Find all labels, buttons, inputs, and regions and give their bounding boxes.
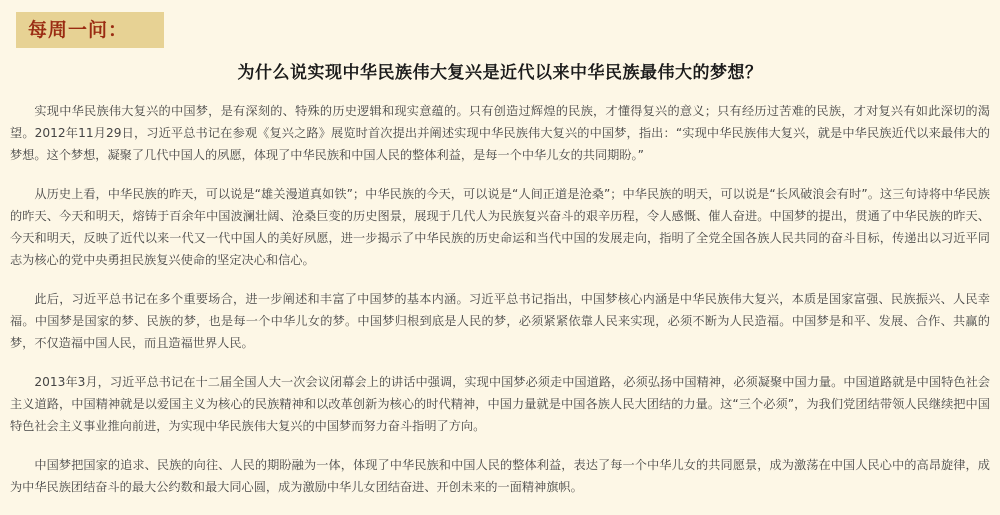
paragraph-1: 实现中华民族伟大复兴的中国梦，是有深刻的、特殊的历史逻辑和现实意蕴的。只有创造过辉煌的民族，才懂得复兴的意义；只有经历过苦难的民族，才对复兴有如此深切的渴望。2012年11月29日，习近平总书记在参观《复兴之路》展览时首次提出并阐述实现中华民族伟大复兴的中国梦，指出：“实现中华民族伟大复兴，就是中华民族近代以来最伟大的梦想。这个梦想，凝聚了几代中国人的夙愿，体现了中华民族和中国人民的整体利益，是每一个中华儿女的共同期盼。” xyxy=(10,104,990,162)
paragraph-2: 从历史上看，中华民族的昨天，可以说是“雄关漫道真如铁”；中华民族的今天，可以说是“人间正道是沧桑”；中华民族的明天，可以说是“长风破浪会有时”。这三句诗将中华民族的昨天、今天和明天，熔铸于百余年中国波澜壮阔、沧桑巨变的历史图景，展现于几代人为民族复兴奋斗的艰辛历程，令人感慨、催人奋进。中国梦的提出，贯通了中华民族的昨天、今天和明天，反映了近代以来一代又一代中国人的美好夙愿，进一步揭示了中华民族的历史命运和当代中国的发展走向，指明了全党全国各族人民共同的奋斗目标，传递出以习近平同志为核心的党中央勇担民族复兴使命的坚定决心和信心。 xyxy=(10,187,990,267)
paragraph-3: 此后，习近平总书记在多个重要场合，进一步阐述和丰富了中国梦的基本内涵。习近平总书记指出，中国梦核心内涵是中华民族伟大复兴，本质是国家富强、民族振兴、人民幸福。中国梦是国家的梦、民族的梦，也是每一个中华儿女的梦。中国梦归根到底是人民的梦，必须紧紧依靠人民来实现，必须不断为人民造福。中国梦是和平、发展、合作、共赢的梦，不仅造福中国人民，而且造福世界人民。 xyxy=(10,292,990,350)
article-title: 为什么说实现中华民族伟大复兴是近代以来中华民族最伟大的梦想？ xyxy=(237,63,763,83)
article-body xyxy=(10,100,990,515)
weekly-question-tag: 每周一问： xyxy=(16,12,164,48)
paragraph-4: 2013年3月，习近平总书记在十二届全国人大一次会议闭幕会上的讲话中强调，实现中国梦必须走中国道路，必须弘扬中国精神，必须凝聚中国力量。中国道路就是中国特色社会主义道路，中国精神就是以爱国主义为核心的民族精神和以改革创新为核心的时代精神，中国力量就是中国各族人民大团结的力量。这“三个必须”，为我们党团结带领人民继续把中国特色社会主义事业推向前进，为实现中华民族伟大复兴的中国梦而努力奋斗指明了方向。 xyxy=(10,375,990,433)
paragraph-5: 中国梦把国家的追求、民族的向往、人民的期盼融为一体，体现了中华民族和中国人民的整体利益，表达了每一个中华儿女的共同愿景，成为激荡在中国人民心中的高昂旋律，成为中华民族团结奋斗的最大公约数和最大同心圆，成为激励中华儿女团结奋进、开创未来的一面精神旗帜。 xyxy=(10,458,990,494)
